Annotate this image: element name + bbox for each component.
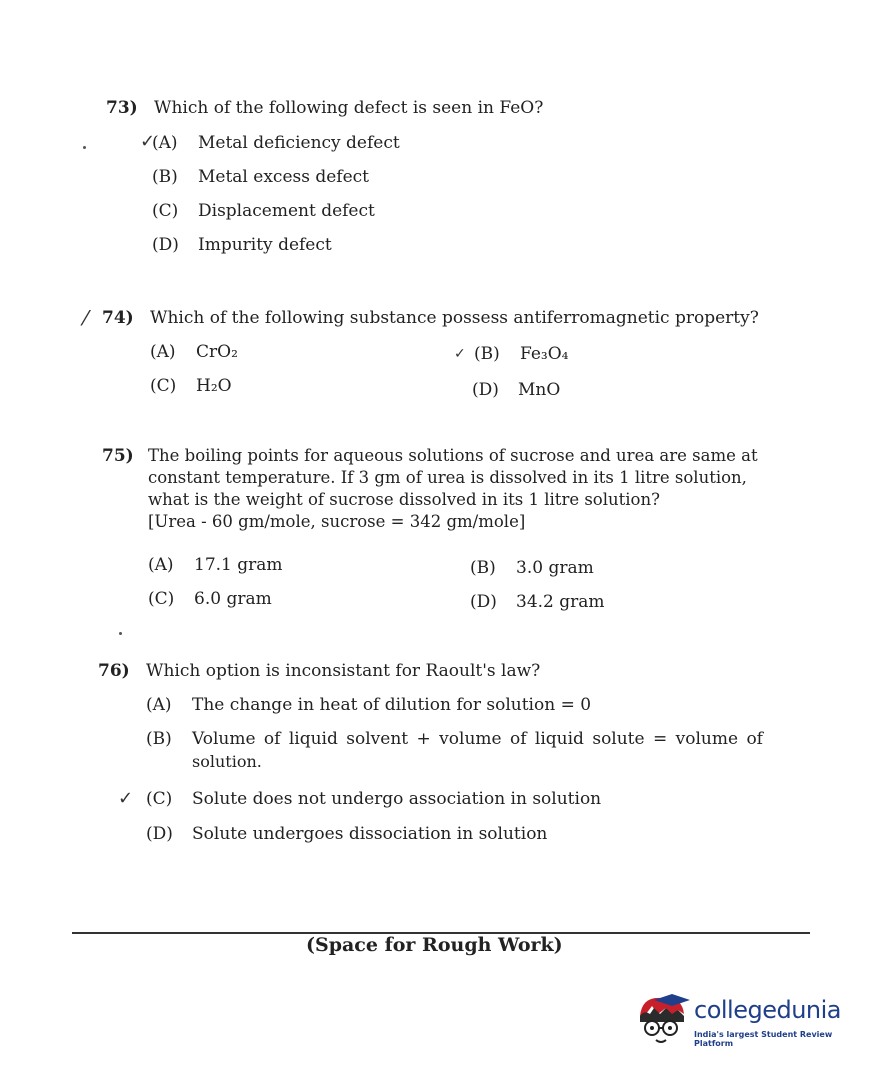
option-text: Displacement defect [198,201,375,221]
option-73-b [152,167,369,187]
stray-dot [119,632,122,635]
option-label: (C) [148,589,175,609]
option-text: 3.0 gram [516,558,594,578]
option-75-a [148,555,283,575]
option-text: Metal excess defect [198,167,370,187]
option-label: (D) [470,592,497,612]
option-text: The change in heat of dilution for solution = 0 [192,695,592,715]
option-label: (A) [150,342,176,362]
question-76 [98,660,798,684]
option-76-b [146,729,763,749]
option-label: (B) [470,558,496,578]
option-text: CrO₂ [196,342,238,362]
option-text: Solute undergoes dissociation in solution [192,824,548,844]
question-text: Which of the following defect is seen in FeO? [154,98,544,118]
question-75 [102,445,792,537]
option-73-a [152,133,400,153]
brand-name: collegedunia [694,996,842,1024]
option-73-c [152,201,375,221]
option-label: (B) [474,344,500,364]
option-74-b [474,344,569,364]
option-text: 17.1 gram [194,555,283,575]
option-label: (D) [152,235,179,255]
question-text: Which of the following substance possess antiferromagnetic property? [150,308,759,328]
question-line: what is the weight of sucrose dissolved in its 1 litre solution? [148,490,660,509]
collegedunia-logo [632,990,868,1050]
question-line: The boiling points for aqueous solutions of sucrose and urea are same at [148,446,758,465]
option-text: Solute does not undergo association in solution [192,789,602,809]
option-label: (C) [150,376,177,396]
tick-mark-icon: ✓ [118,788,134,809]
option-label: (A) [148,555,174,575]
option-label: (B) [152,167,178,187]
question-number: 75) [102,446,134,466]
option-74-d [472,380,560,400]
rough-work-label: (Space for Rough Work) [306,934,563,956]
option-74-a [150,342,238,362]
option-label: (C) [152,201,179,221]
stray-dot [83,146,86,149]
option-label: (C) [146,789,173,809]
option-75-b [470,558,594,578]
tick-mark-icon: ✓ [140,131,156,152]
question-number: 73) [106,98,138,118]
option-75-d [470,592,605,612]
option-text: 34.2 gram [516,592,605,612]
question-number: 74) [102,308,134,328]
option-text: MnO [518,380,561,400]
option-label: (A) [146,695,172,715]
option-76-c [146,789,601,809]
option-76-a [146,695,591,715]
option-text: solution. [192,752,262,771]
option-76-b-cont [192,752,262,771]
question-73 [106,97,806,121]
question-line: constant temperature. If 3 gm of urea is dissolved in its 1 litre solution, [148,468,747,487]
question-number: 76) [98,661,130,681]
option-text: Fe₃O₄ [520,344,569,364]
option-text: H₂O [196,376,232,396]
option-text: Impurity defect [198,235,332,255]
option-label: (D) [146,824,173,844]
question-74 [102,307,802,331]
option-75-c [148,589,272,609]
mascot-icon [632,990,690,1048]
tick-mark-icon: ✓ [454,346,466,362]
question-line: [Urea - 60 gm/mole, sucrose = 342 gm/mole] [148,512,526,531]
option-label: (A) [152,133,178,153]
tick-mark-icon: ⁄ [84,306,88,330]
option-73-d [152,235,332,255]
option-74-c [150,376,232,396]
question-text: Which option is inconsistant for Raoult's law? [146,661,541,681]
option-76-d [146,824,547,844]
option-label: (B) [146,729,172,749]
brand-tagline: India's largest Student Review Platform [694,1030,833,1048]
option-label: (D) [472,380,499,400]
option-text: 6.0 gram [194,589,272,609]
option-text: Metal deficiency defect [198,133,400,153]
option-text: Volume of liquid solvent + volume of liquid solute = volume of [192,729,763,749]
